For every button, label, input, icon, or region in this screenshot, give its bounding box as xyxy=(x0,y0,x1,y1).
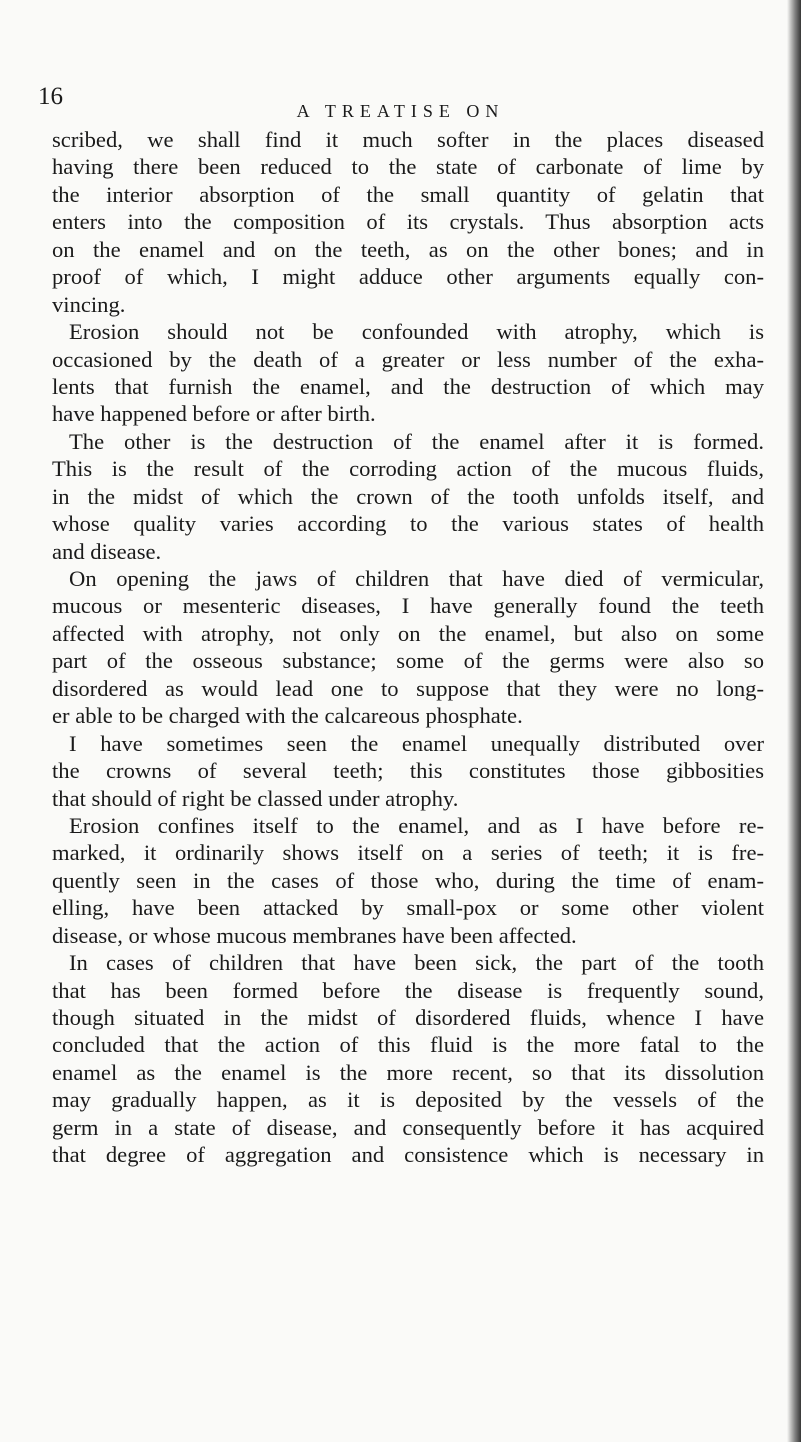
text-line: occasioned by the death of a greater or less number of the exha- xyxy=(52,346,764,372)
text-line: On opening the jaws of children that have died of vermicular, xyxy=(69,566,764,591)
text-line: The other is the destruction of the enamel after it is formed. xyxy=(69,428,764,454)
text-line: have happened before or after birth. xyxy=(52,401,376,427)
text-line: the interior absorption of the small quantity of gelatin that xyxy=(52,181,764,207)
text-line: mucous or mesenteric diseases, I have generally found the teeth xyxy=(52,593,764,619)
text-line: This is the result of the corroding action of the mucous fluids, xyxy=(52,456,764,482)
text-line: disease, or whose mucous membranes have been affected. xyxy=(52,922,577,948)
text-line: Erosion should not be confounded with atrophy, which is xyxy=(69,319,764,345)
text-line: concluded that the action of this fluid is the more fatal to the xyxy=(52,1032,764,1058)
text-line: lents that furnish the enamel, and the destruction of which may xyxy=(52,373,764,399)
page-edge-shadow xyxy=(787,0,801,1442)
text-line: in the midst of which the crown of the tooth unfolds itself, and xyxy=(52,483,764,509)
text-line: vincing. xyxy=(52,291,126,317)
text-line: that degree of aggregation and consistence which is necessary in xyxy=(52,1142,764,1168)
text-line: and disease. xyxy=(52,538,162,564)
text-line: the crowns of several teeth; this constitutes those gibbosities xyxy=(52,758,764,784)
text-line: enters into the composition of its crystals. Thus absorption acts xyxy=(52,209,764,235)
text-line: scribed, we shall find it much softer in the places diseased xyxy=(52,127,764,152)
text-line: that should of right be classed under atrophy. xyxy=(52,785,459,811)
text-line: marked, it ordinarily shows itself on a series of teeth; it is fre- xyxy=(52,840,764,866)
text-line: germ in a state of disease, and consequently before it has acquired xyxy=(52,1114,764,1140)
text-line: In cases of children that have been sick, the part of the tooth xyxy=(69,950,764,976)
page-number: 16 xyxy=(38,83,63,110)
text-line: on the enamel and on the teeth, as on the other bones; and in xyxy=(52,236,764,262)
text-line: having there been reduced to the state of carbonate of lime by xyxy=(52,154,764,180)
running-head: A TREATISE ON xyxy=(296,101,505,121)
text-line: may gradually happen, as it is deposited by the vessels of the xyxy=(52,1087,764,1113)
text-line: quently seen in the cases of those who, during the time of enam- xyxy=(52,867,764,893)
text-line: disordered as would lead one to suppose that they were no long- xyxy=(52,675,764,701)
text-line: er able to be charged with the calcareous phosphate. xyxy=(52,703,523,729)
text-line: affected with atrophy, not only on the enamel, but also on some xyxy=(52,620,764,646)
text-line: enamel as the enamel is the more recent, so that its dissolution xyxy=(52,1059,764,1085)
text-line: though situated in the midst of disordered fluids, whence I have xyxy=(52,1005,764,1030)
body-text xyxy=(52,126,764,1169)
text-line: whose quality varies according to the various states of health xyxy=(52,511,764,537)
text-line: proof of which, I might adduce other arguments equally con- xyxy=(52,264,764,290)
text-line: elling, have been attacked by small-pox or some other violent xyxy=(52,895,764,921)
text-line: I have sometimes seen the enamel unequally distributed over xyxy=(69,730,764,756)
text-line: part of the osseous substance; some of the germs were also so xyxy=(52,648,764,674)
text-line: that has been formed before the disease is frequently sound, xyxy=(52,977,764,1003)
text-line: Erosion confines itself to the enamel, and as I have before re- xyxy=(69,812,764,838)
